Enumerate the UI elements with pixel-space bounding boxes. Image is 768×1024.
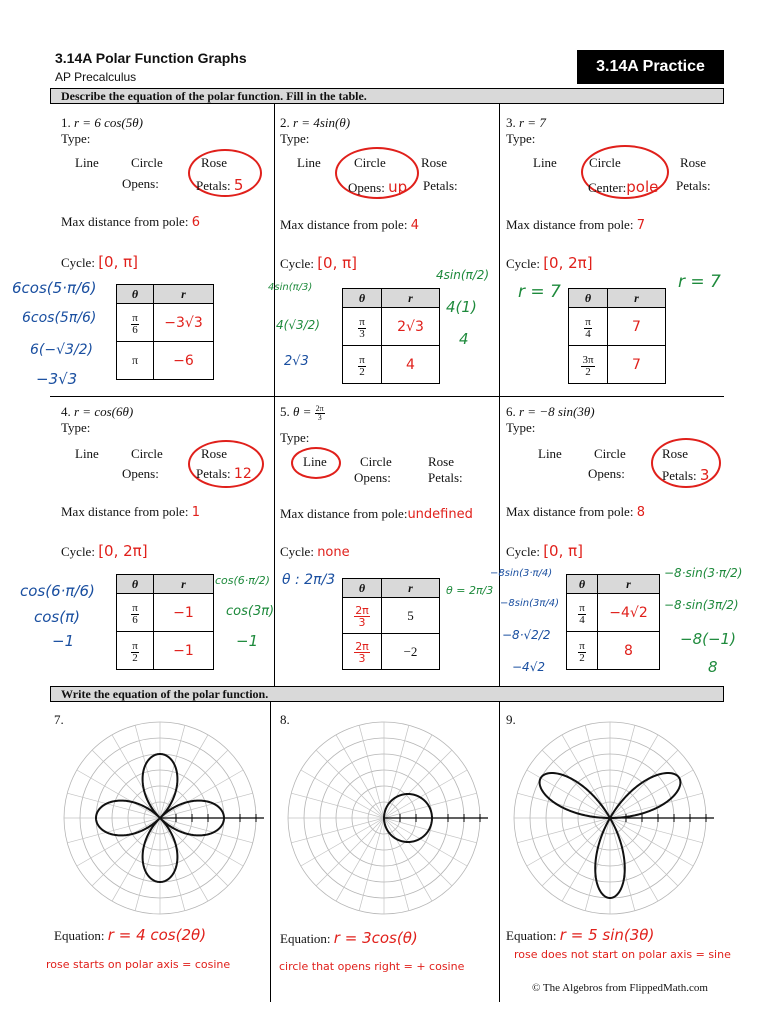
theta-num: 2π bbox=[355, 640, 369, 653]
option-rose: Rose bbox=[201, 155, 227, 170]
cycle-label: Cycle: bbox=[280, 544, 314, 559]
grid-ray bbox=[542, 750, 610, 818]
theta-num: π bbox=[585, 315, 591, 328]
cycle-answer: [0, 2π] bbox=[543, 254, 593, 272]
grid-ray bbox=[160, 818, 243, 866]
problem-number: 4. bbox=[61, 404, 71, 419]
theta-header: θ bbox=[569, 289, 608, 308]
theta-den: 2 bbox=[132, 651, 138, 664]
theta-value: π bbox=[117, 342, 154, 380]
grid-ray bbox=[160, 735, 208, 818]
option-line: Line bbox=[75, 155, 99, 170]
option-rose: Rose bbox=[201, 446, 227, 461]
opens-label: Opens: bbox=[354, 470, 391, 485]
handwritten-work: cos(π) bbox=[34, 608, 80, 626]
petals-label: Petals: bbox=[676, 178, 711, 193]
grid-ray bbox=[160, 818, 208, 901]
opens-label: Opens: bbox=[122, 466, 159, 481]
grid-ray bbox=[384, 770, 467, 818]
value-table bbox=[342, 288, 440, 384]
r-value: 2√3 bbox=[382, 308, 440, 346]
cycle-label: Cycle: bbox=[61, 544, 95, 559]
handwritten-work: −1 bbox=[52, 632, 75, 650]
handwritten-work: cos(3π) bbox=[226, 604, 275, 619]
equation-num: 2π bbox=[315, 403, 324, 413]
grid-ray bbox=[384, 735, 432, 818]
maxdist-label: Max distance from pole: bbox=[280, 217, 408, 232]
cycle-answer: [0, π] bbox=[98, 253, 139, 271]
theta-den: 4 bbox=[579, 613, 585, 626]
type-label: Type: bbox=[280, 131, 310, 146]
r-value: −3√3 bbox=[154, 304, 214, 342]
handwritten-work: 2√3 bbox=[284, 354, 309, 369]
handwritten-work: 4 bbox=[459, 330, 469, 348]
opens-label: Opens: bbox=[122, 176, 159, 191]
grid-ray bbox=[77, 818, 160, 866]
option-circle: Circle bbox=[360, 454, 392, 469]
petals-label: Petals: bbox=[196, 466, 231, 481]
petals-label: Petals: bbox=[423, 178, 458, 193]
handwritten-work: −8·sin(3·π/2) bbox=[664, 566, 743, 580]
option-line: Line bbox=[533, 155, 557, 170]
r-header: r bbox=[154, 575, 214, 594]
handwritten-work: −8sin(3·π/4) bbox=[490, 568, 553, 579]
option-circle: Circle bbox=[131, 446, 163, 461]
handwritten-work: θ : 2π/3 bbox=[282, 572, 336, 588]
polar-graph-8 bbox=[284, 718, 492, 918]
grid-ray bbox=[316, 750, 384, 818]
theta-den: 3 bbox=[358, 652, 366, 665]
grid-ray bbox=[384, 818, 452, 886]
cycle-label: Cycle: bbox=[61, 255, 95, 270]
cycle-answer: [0, 2π] bbox=[98, 542, 148, 560]
practice-badge: 3.14A Practice bbox=[577, 50, 724, 84]
r-value: 8 bbox=[598, 632, 660, 670]
theta-header: θ bbox=[343, 289, 382, 308]
option-circle: Circle bbox=[354, 155, 386, 170]
problem-number: 6. bbox=[506, 404, 516, 419]
petals-answer: 12 bbox=[233, 466, 252, 482]
problem-number: 2. bbox=[280, 115, 290, 130]
type-label: Type: bbox=[61, 131, 91, 146]
option-circle: Circle bbox=[131, 155, 163, 170]
equation-label: Equation: bbox=[280, 931, 331, 946]
problem-equation: r = 6 cos(5θ) bbox=[74, 115, 143, 130]
option-circle: Circle bbox=[589, 155, 621, 170]
equation-label: Equation: bbox=[54, 928, 105, 943]
grid-ray bbox=[527, 818, 610, 866]
center-label: Center: bbox=[588, 180, 627, 195]
r-header: r bbox=[154, 285, 214, 304]
type-label: Type: bbox=[506, 131, 536, 146]
maxdist-answer: 1 bbox=[191, 505, 200, 520]
grid-ray bbox=[610, 818, 678, 886]
maxdist-answer: 8 bbox=[636, 505, 645, 520]
handwritten-work: 6cos(5π/6) bbox=[22, 310, 97, 326]
theta-num: π bbox=[132, 601, 138, 614]
theta-num: π bbox=[132, 311, 138, 324]
grid-ray bbox=[384, 750, 452, 818]
maxdist-label: Max distance from pole: bbox=[506, 217, 634, 232]
graph-number: 8. bbox=[280, 712, 290, 727]
grid-ray bbox=[301, 818, 384, 866]
handwritten-work: 6cos(5·π/6) bbox=[12, 279, 97, 297]
problem-number: 1. bbox=[61, 115, 71, 130]
problem-number: 3. bbox=[506, 115, 516, 130]
r-value: −4√2 bbox=[598, 594, 660, 632]
value-table bbox=[566, 574, 660, 670]
graph-number: 7. bbox=[54, 712, 64, 727]
theta-den: 2 bbox=[579, 651, 585, 664]
maxdist-label: Max distance from pole: bbox=[61, 504, 189, 519]
opens-label: Opens: bbox=[348, 180, 385, 195]
problem-equation: r = cos(6θ) bbox=[74, 404, 134, 419]
grid-ray bbox=[336, 818, 384, 901]
handwritten-work: −1 bbox=[236, 632, 259, 650]
grid-ray bbox=[77, 770, 160, 818]
handwritten-work: r = 7 bbox=[518, 282, 561, 302]
r-value: −1 bbox=[154, 632, 214, 670]
polar-graph-9 bbox=[510, 718, 718, 918]
problem-equation: r = −8 sin(3θ) bbox=[519, 404, 595, 419]
grid-ray bbox=[92, 818, 160, 886]
theta-header: θ bbox=[117, 285, 154, 304]
explanation-note: rose does not start on polar axis = sine bbox=[514, 948, 731, 961]
maxdist-answer: 4 bbox=[410, 218, 419, 233]
r-value: 7 bbox=[608, 308, 666, 346]
maxdist-answer: 7 bbox=[636, 218, 645, 233]
explanation-note: circle that opens right = + cosine bbox=[279, 960, 465, 973]
r-header: r bbox=[608, 289, 666, 308]
equation-answer: r = 3cos(θ) bbox=[333, 929, 418, 947]
grid-ray bbox=[384, 818, 432, 901]
section-bar-describe: Describe the equation of the polar function. Fill in the table. bbox=[50, 88, 724, 104]
value-table bbox=[568, 288, 666, 384]
column-divider bbox=[270, 702, 271, 1002]
theta-den: 2 bbox=[585, 365, 591, 378]
type-label: Type: bbox=[506, 420, 536, 435]
r-header: r bbox=[382, 289, 440, 308]
petals-label: Petals: bbox=[196, 178, 231, 193]
option-rose: Rose bbox=[428, 454, 454, 469]
r-header: r bbox=[598, 575, 660, 594]
cycle-answer: none bbox=[317, 545, 350, 560]
column-divider bbox=[499, 702, 500, 1002]
value-table bbox=[116, 284, 214, 380]
problem-equation: θ = bbox=[293, 404, 312, 419]
theta-den: 6 bbox=[132, 613, 138, 626]
r-value: −6 bbox=[154, 342, 214, 380]
maxdist-label: Max distance from pole: bbox=[61, 214, 189, 229]
theta-header: θ bbox=[567, 575, 598, 594]
maxdist-answer: 6 bbox=[191, 215, 200, 230]
theta-num: π bbox=[359, 353, 365, 366]
problem-number: 5. bbox=[280, 404, 290, 419]
grid-ray bbox=[112, 735, 160, 818]
grid-ray bbox=[316, 818, 384, 886]
type-label: Type: bbox=[61, 420, 91, 435]
maxdist-label: Max distance from pole: bbox=[506, 504, 634, 519]
grid-ray bbox=[610, 750, 678, 818]
handwritten-work: 4(1) bbox=[446, 298, 477, 316]
grid-ray bbox=[160, 818, 228, 886]
value-table bbox=[342, 578, 440, 670]
graph-number: 9. bbox=[506, 712, 516, 727]
equation-answer: r = 4 cos(2θ) bbox=[107, 926, 207, 944]
theta-num: 3π bbox=[582, 353, 594, 366]
petals-answer: 3 bbox=[699, 466, 710, 484]
handwritten-work: −8·√2/2 bbox=[502, 628, 551, 642]
grid-ray bbox=[336, 735, 384, 818]
handwritten-work: θ = 2π/3 bbox=[446, 584, 494, 597]
grid-ray bbox=[112, 818, 160, 901]
problem-equation: r = 4sin(θ) bbox=[293, 115, 351, 130]
polar-graph-7 bbox=[60, 718, 268, 918]
section-bar-write: Write the equation of the polar function. bbox=[50, 686, 724, 702]
theta-header: θ bbox=[343, 579, 382, 598]
row-divider bbox=[50, 396, 724, 397]
option-rose: Rose bbox=[680, 155, 706, 170]
grid-ray bbox=[160, 750, 228, 818]
grid-ray bbox=[384, 818, 467, 866]
theta-den: 3 bbox=[358, 616, 366, 629]
option-line: Line bbox=[297, 155, 321, 170]
theta-num: π bbox=[132, 639, 138, 652]
option-rose: Rose bbox=[662, 446, 688, 461]
column-divider bbox=[274, 104, 275, 686]
r-value: 7 bbox=[608, 346, 666, 384]
handwritten-work: 6(−√3/2) bbox=[30, 342, 94, 358]
petals-label: Petals: bbox=[428, 470, 463, 485]
equation-answer: r = 5 sin(3θ) bbox=[559, 926, 655, 944]
grid-ray bbox=[160, 770, 243, 818]
cycle-label: Cycle: bbox=[506, 544, 540, 559]
r-header: r bbox=[382, 579, 440, 598]
handwritten-work: −8(−1) bbox=[680, 630, 736, 648]
equation-label: Equation: bbox=[506, 928, 557, 943]
petals-answer: 5 bbox=[233, 176, 244, 194]
cycle-label: Cycle: bbox=[506, 256, 540, 271]
grid-ray bbox=[301, 770, 384, 818]
handwritten-work: 8 bbox=[708, 658, 718, 676]
cycle-answer: [0, π] bbox=[543, 542, 584, 560]
handwritten-work: 4(√3/2) bbox=[276, 318, 320, 332]
type-label: Type: bbox=[280, 430, 310, 445]
equation-den: 3 bbox=[317, 412, 322, 422]
polar-grid bbox=[288, 722, 488, 914]
theta-num: π bbox=[579, 601, 585, 614]
handwritten-work: −4√2 bbox=[512, 660, 545, 674]
theta-den: 4 bbox=[585, 327, 591, 340]
option-rose: Rose bbox=[421, 155, 447, 170]
r-value: 4 bbox=[382, 346, 440, 384]
r-value: −2 bbox=[382, 634, 440, 670]
handwritten-work: −8·sin(3π/2) bbox=[664, 598, 739, 612]
option-line: Line bbox=[538, 446, 562, 461]
r-value: −1 bbox=[154, 594, 214, 632]
cycle-answer: [0, π] bbox=[317, 254, 358, 272]
maxdist-label: Max distance from pole: bbox=[280, 506, 408, 521]
option-circle: Circle bbox=[594, 446, 626, 461]
handwritten-work: cos(6·π/2) bbox=[215, 574, 270, 587]
petals-label: Petals: bbox=[662, 468, 697, 483]
handwritten-work: 4sin(π/2) bbox=[436, 268, 490, 282]
theta-den: 3 bbox=[359, 327, 365, 340]
opens-label: Opens: bbox=[588, 466, 625, 481]
handwritten-work: 4sin(π/3) bbox=[268, 282, 313, 293]
value-table bbox=[116, 574, 214, 670]
theta-num: π bbox=[579, 639, 585, 652]
handwritten-work: cos(6·π/6) bbox=[20, 582, 95, 600]
explanation-note: rose starts on polar axis = cosine bbox=[46, 958, 231, 971]
opens-answer: up bbox=[388, 178, 408, 196]
grid-ray bbox=[92, 750, 160, 818]
course-subtitle: AP Precalculus bbox=[55, 70, 137, 84]
cycle-label: Cycle: bbox=[280, 256, 314, 271]
theta-num: π bbox=[359, 315, 365, 328]
handwritten-work: r = 7 bbox=[678, 272, 721, 292]
option-line: Line bbox=[303, 454, 327, 469]
footer-credit: © The Algebros from FlippedMath.com bbox=[532, 982, 708, 994]
grid-ray bbox=[610, 818, 693, 866]
polar-grid bbox=[64, 722, 264, 914]
maxdist-answer: undefined bbox=[407, 507, 473, 522]
theta-header: θ bbox=[117, 575, 154, 594]
page-title: 3.14A Polar Function Graphs bbox=[55, 50, 247, 66]
handwritten-work: −3√3 bbox=[36, 370, 78, 388]
problem-equation: r = 7 bbox=[519, 115, 546, 130]
option-line: Line bbox=[75, 446, 99, 461]
handwritten-work: −8sin(3π/4) bbox=[500, 598, 559, 609]
theta-den: 6 bbox=[132, 323, 138, 336]
grid-ray bbox=[542, 818, 610, 886]
center-answer: pole bbox=[626, 178, 659, 196]
theta-num: 2π bbox=[355, 604, 369, 617]
r-value: 5 bbox=[382, 598, 440, 634]
theta-den: 2 bbox=[359, 365, 365, 378]
